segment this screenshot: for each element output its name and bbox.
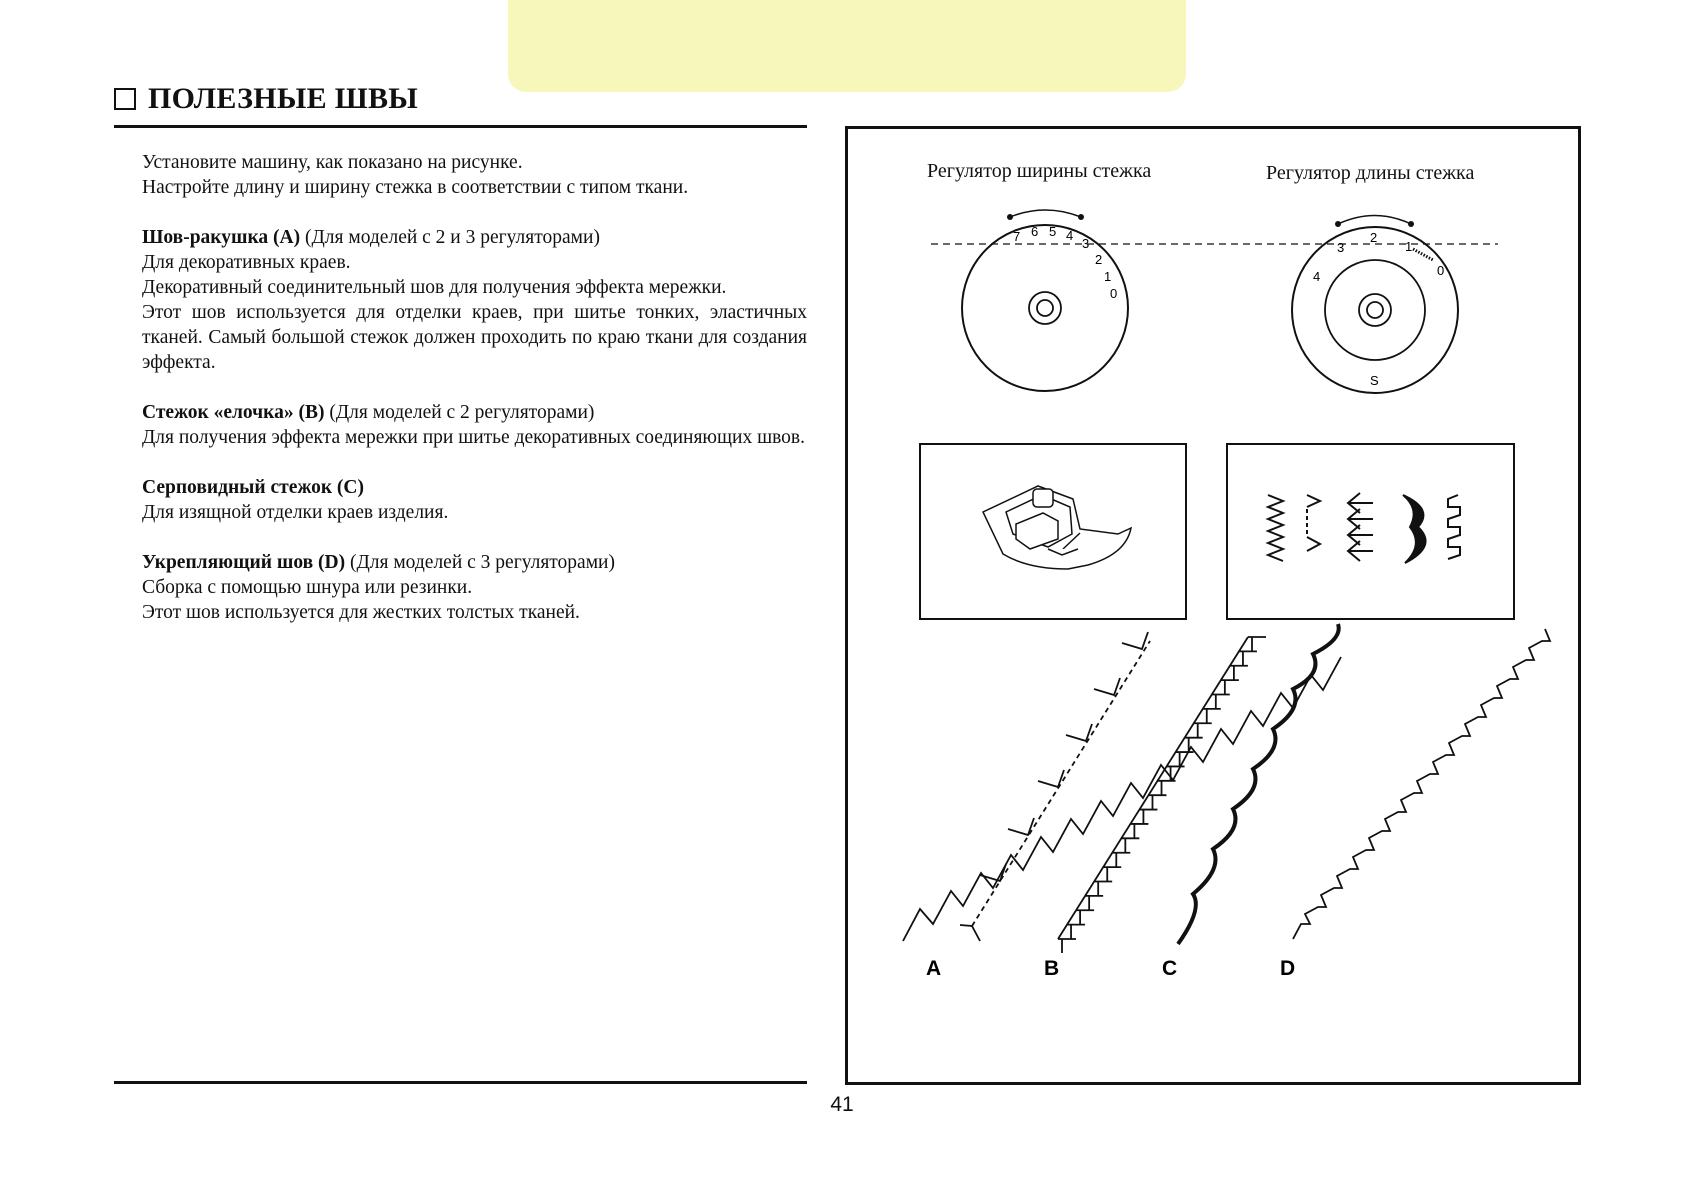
page-title: ПОЛЕЗНЫЕ ШВЫ bbox=[148, 82, 419, 115]
stitch-c-tick bbox=[1148, 795, 1166, 809]
stitch-c-tick bbox=[1076, 910, 1094, 924]
stitch-samples-icon bbox=[1268, 493, 1460, 563]
width-dial-3: 3 bbox=[1082, 236, 1090, 251]
header-tab bbox=[508, 0, 1186, 92]
section-a-heading: Шов-ракушка (А) bbox=[142, 227, 301, 248]
section-d-body-1: Сборка с помощью шнура или резинки. bbox=[142, 577, 473, 598]
length-dial-4: 4 bbox=[1313, 269, 1321, 284]
width-dial-icon bbox=[962, 210, 1128, 391]
bottom-divider bbox=[114, 1081, 807, 1084]
length-dial-3: 3 bbox=[1337, 240, 1345, 255]
stitch-c-tick bbox=[1139, 810, 1157, 824]
width-dial-1: 1 bbox=[1104, 269, 1112, 284]
section-d bbox=[142, 550, 807, 625]
section-d-body-2: Этот шов используется для жестких толстых тканей. bbox=[142, 602, 580, 623]
section-a-body-1: Для декоративных краев. bbox=[142, 252, 351, 273]
stitch-c-tick bbox=[1194, 723, 1212, 737]
width-dial-5: 5 bbox=[1049, 224, 1057, 239]
section-a-note: (Для моделей с 2 и 3 регуляторами) bbox=[300, 227, 600, 248]
stitch-c-tick bbox=[1094, 881, 1112, 895]
stitch-c-tick bbox=[1203, 709, 1221, 723]
section-b-body-1: Для получения эффекта мережки при шитье декоративных соединяющих швов. bbox=[142, 427, 805, 448]
stitch-a-line bbox=[903, 657, 1341, 941]
width-dial-label: Регулятор ширины стежка bbox=[927, 160, 1152, 182]
section-c-heading: Серповидный стежок (С) bbox=[142, 477, 364, 498]
length-dial-1: 1 bbox=[1405, 239, 1413, 254]
section-title bbox=[114, 82, 418, 116]
stitch-c-tick bbox=[1067, 925, 1085, 939]
stitch-c-tick bbox=[1058, 939, 1076, 953]
stitch-c-tick bbox=[1085, 896, 1103, 910]
stitch-label-d: D bbox=[1280, 957, 1296, 980]
stitch-c-tick bbox=[1212, 695, 1230, 709]
section-b-note: (Для моделей с 2 регуляторами) bbox=[324, 402, 595, 423]
stitch-c-tick bbox=[1103, 867, 1121, 881]
presser-foot-icon bbox=[983, 486, 1131, 569]
section-c bbox=[142, 475, 807, 525]
length-dial-0: 0 bbox=[1437, 263, 1445, 278]
width-dial-4: 4 bbox=[1066, 228, 1074, 243]
stitch-label-a: A bbox=[926, 957, 942, 980]
length-dial-label: Регулятор длины стежка bbox=[1266, 162, 1475, 184]
top-divider bbox=[114, 125, 807, 128]
intro-line-2: Настройте длину и ширину стежка в соответствии с типом ткани. bbox=[142, 177, 689, 198]
width-dial-7: 7 bbox=[1013, 229, 1021, 244]
section-b bbox=[142, 400, 807, 450]
instructions-text bbox=[142, 150, 807, 650]
stitch-c-tick bbox=[1130, 824, 1148, 838]
width-dial-6: 6 bbox=[1031, 224, 1039, 239]
stitch-label-b: B bbox=[1044, 957, 1060, 980]
length-dial-2: 2 bbox=[1370, 230, 1378, 245]
stitch-c-line bbox=[1058, 637, 1266, 953]
stitch-c-tick bbox=[1221, 680, 1239, 694]
intro-line-1: Установите машину, как показано на рисунке. bbox=[142, 152, 523, 173]
section-c-body-1: Для изящной отделки краев изделия. bbox=[142, 502, 449, 523]
length-dial-icon bbox=[1292, 216, 1458, 394]
section-d-note: (Для моделей с 3 регуляторами) bbox=[345, 552, 615, 573]
width-dial-2: 2 bbox=[1095, 252, 1103, 267]
stitch-b-line bbox=[960, 632, 1150, 941]
section-d-heading: Укрепляющий шов (D) bbox=[142, 552, 346, 573]
stitch-figure bbox=[845, 126, 1581, 1085]
stitch-c-tick bbox=[1248, 637, 1266, 651]
section-a bbox=[142, 225, 807, 375]
stitch-c-tick bbox=[1112, 853, 1130, 867]
stitch-c-tick bbox=[1230, 666, 1248, 680]
checkbox-icon bbox=[114, 88, 136, 110]
stitch-c-tick bbox=[1239, 651, 1257, 665]
stitch-c-tick bbox=[1158, 781, 1176, 795]
section-a-body-3: Этот шов используется для отделки краев, при шитье тонких, эластичных тканей. Самый большой стежок должен проходить по краю ткани для создания эффекта. bbox=[142, 302, 807, 373]
figure-drawing bbox=[848, 129, 1578, 1082]
stitch-c2-line bbox=[1178, 624, 1339, 944]
section-a-body-2: Декоративный соединительный шов для получения эффекта мережки. bbox=[142, 277, 727, 298]
stitch-c-tick bbox=[1121, 838, 1139, 852]
page-number: 41 bbox=[830, 1093, 854, 1116]
stitch-label-c: C bbox=[1162, 957, 1178, 980]
width-dial-0: 0 bbox=[1110, 286, 1118, 301]
section-b-heading: Стежок «елочка» (В) bbox=[142, 402, 325, 423]
length-dial-s: S bbox=[1370, 373, 1379, 388]
